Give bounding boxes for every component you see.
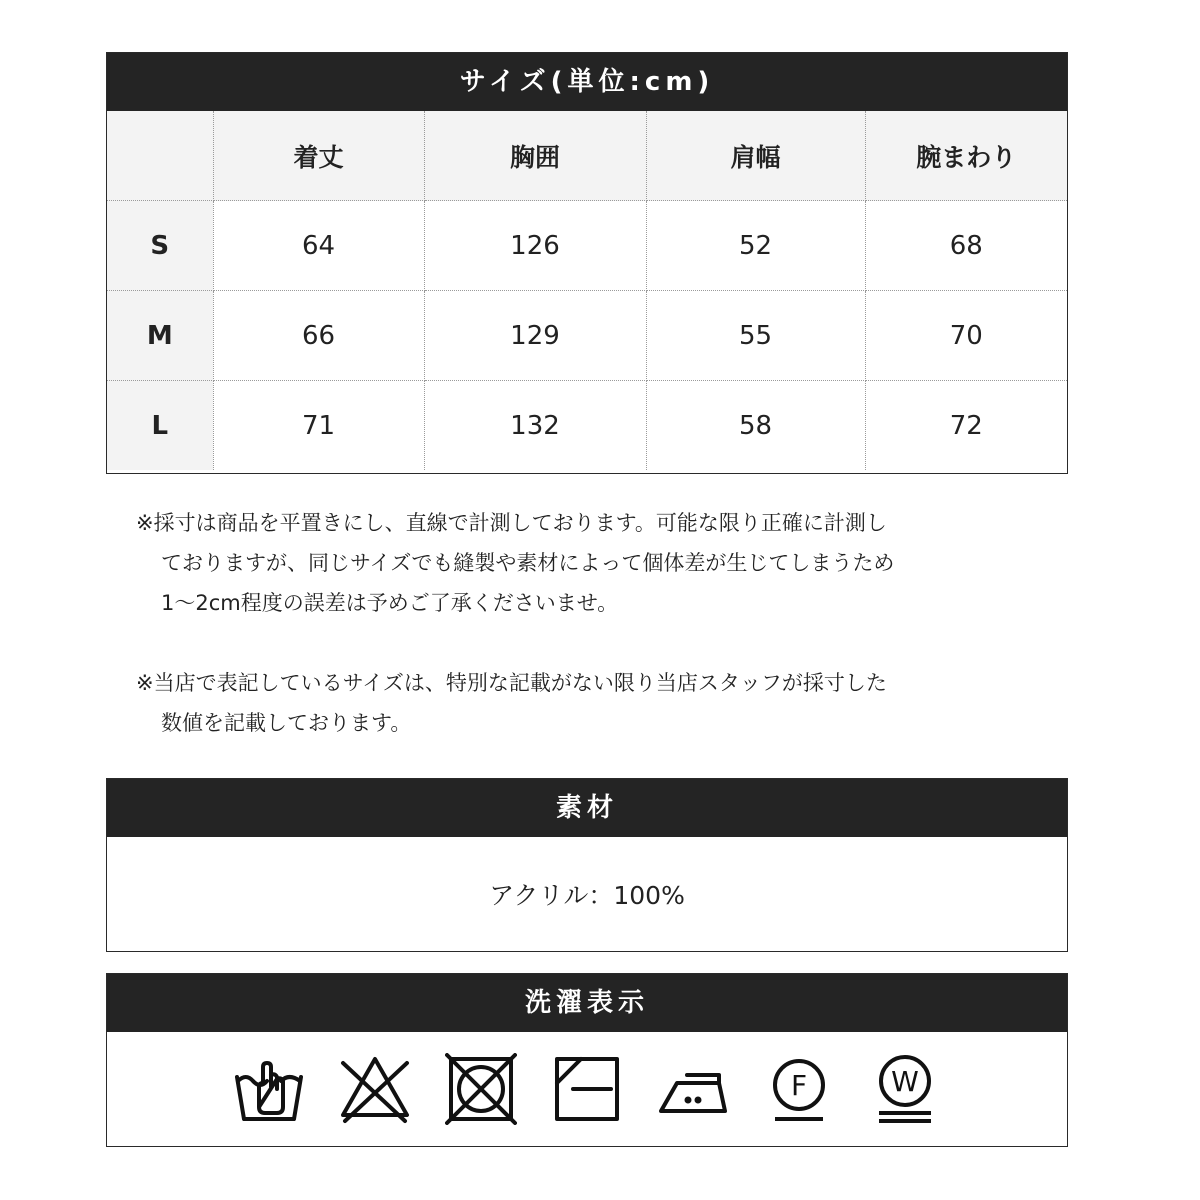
corner-cell [107,111,213,201]
size-table-title: サイズ(単位:cm) [107,53,1067,111]
size-table [107,111,1067,470]
table-row [107,291,1067,381]
size-source-note [136,663,1066,743]
dry-clean-letter: F [790,1069,808,1102]
table-cell: 72 [865,381,1067,471]
table-cell: 71 [213,381,424,471]
material-value: アクリル：100% [489,881,685,910]
table-cell: 64 [213,201,424,291]
material-title: 素材 [107,779,1067,837]
table-cell: 129 [424,291,646,381]
table-cell: 68 [865,201,1067,291]
row-size-label: M [107,291,213,381]
care-icons-row [107,1032,1067,1146]
hand-wash-icon [233,1053,305,1125]
note-line: ※採寸は商品を平置きにし、直線で計測しております。可能な限り正確に計測し [136,511,887,535]
no-bleach-icon [339,1053,411,1125]
dry-clean-f-icon [763,1053,835,1125]
note-line: 数値を記載しております。 [161,711,412,735]
table-cell: 132 [424,381,646,471]
material-panel [106,778,1068,952]
wet-clean-w-icon [869,1053,941,1125]
measurement-note [136,503,1066,623]
row-size-label: L [107,381,213,471]
material-body [107,837,1067,951]
size-table-header-row [107,111,1067,201]
note-line: ※当店で表記しているサイズは、特別な記載がない限り当店スタッフが採寸した [136,671,887,695]
table-row [107,381,1067,471]
row-size-label: S [107,201,213,291]
no-tumble-dry-icon [445,1053,517,1125]
flat-dry-shade-icon [551,1053,623,1125]
note-line: 1〜2cm程度の誤差は予めご了承くださいませ。 [161,591,619,615]
table-cell: 55 [646,291,865,381]
table-cell: 70 [865,291,1067,381]
column-header-shoulder: 肩幅 [646,111,865,201]
table-row [107,201,1067,291]
table-cell: 58 [646,381,865,471]
note-line: ておりますが、同じサイズでも縫製や素材によって個体差が生じてしまうため [161,551,895,575]
column-header-chest: 胸囲 [424,111,646,201]
care-title: 洗濯表示 [107,974,1067,1032]
care-label-panel [106,973,1068,1147]
wet-clean-letter: W [891,1065,919,1098]
column-header-length: 着丈 [213,111,424,201]
table-cell: 126 [424,201,646,291]
table-cell: 66 [213,291,424,381]
iron-medium-icon [657,1053,729,1125]
table-cell: 52 [646,201,865,291]
column-header-arm: 腕まわり [865,111,1067,201]
size-table-panel [106,52,1068,474]
